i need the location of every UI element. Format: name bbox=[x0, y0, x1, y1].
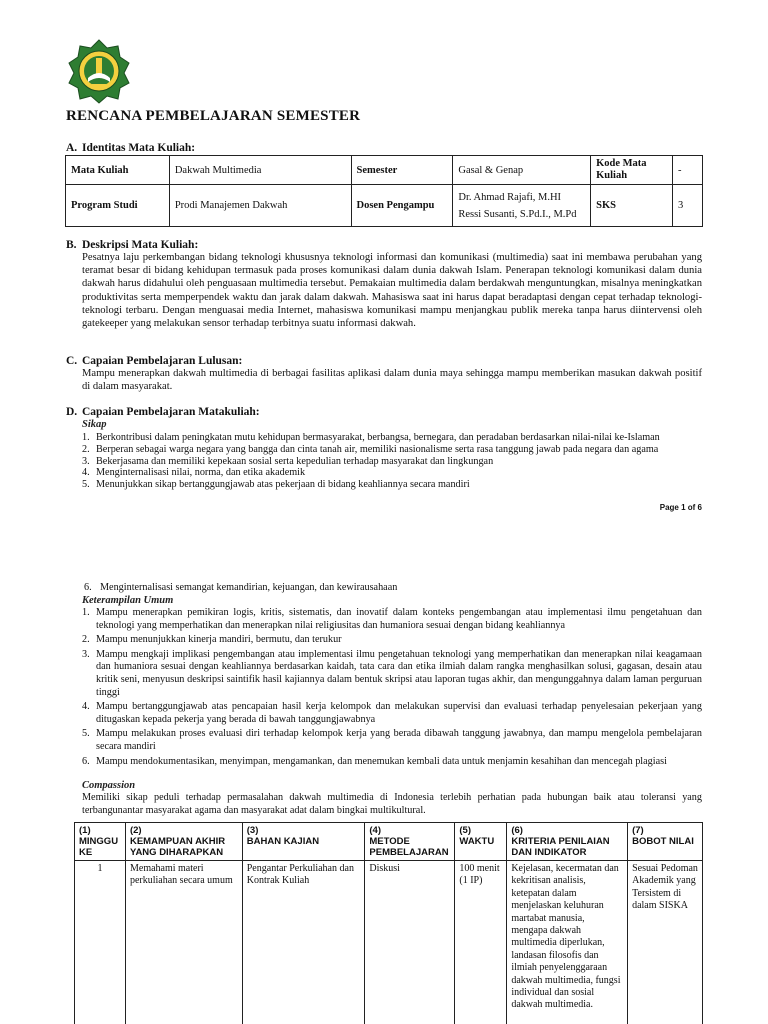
list-item: 3. Mampu mengkaji implikasi pengembangan atau implementasi ilmu pengetahuan teknologi yang memperhatikan dan menerapkan nilai keagamaan dan humaniora sesuai dengan keahliannya berdasarkan kaidah, tata cara dan etika ilmiah dalam rangka menghasilkan solusi, gagasan, desain atau kritik seni, menyusun deskripsi saintifik hasil kajiannya dalam bentuk skripsi atau laporan tugas akhir, dan mengunggahnya dalam laman perguruan tinggi bbox=[82, 648, 702, 698]
list-item: 4. Menginternalisasi nilai, norma, dan etika akademik bbox=[82, 467, 306, 479]
column-header: (2) KEMAMPUAN AKHIR YANG DIHARAPKAN bbox=[125, 823, 242, 861]
column-header: (5) WAKTU bbox=[455, 823, 507, 861]
identity-row-1 bbox=[66, 156, 703, 185]
university-logo bbox=[66, 38, 132, 104]
list-item: 6. Menginternalisasi semangat kemandirian, kejuangan, dan kewirausahaan bbox=[84, 582, 398, 593]
section-d-title: Capaian Pembelajaran Matakuliah: bbox=[82, 406, 260, 418]
general-skills-list bbox=[82, 607, 702, 768]
section-c-heading bbox=[66, 355, 242, 367]
list-item: 2. Mampu menunjukkan kinerja mandiri, bermutu, dan terukur bbox=[82, 634, 342, 646]
section-b-number: B. bbox=[66, 239, 77, 251]
section-b-title: Deskripsi Mata Kuliah: bbox=[82, 239, 199, 251]
table-row bbox=[75, 861, 703, 1024]
study-program-value: Prodi Manajemen Dakwah bbox=[169, 185, 351, 227]
course-value: Dakwah Multimedia bbox=[169, 156, 351, 185]
lecturer-value bbox=[453, 185, 591, 227]
method-cell: Diskusi bbox=[365, 861, 455, 1024]
course-code-value: - bbox=[672, 156, 702, 185]
criteria-cell: Kejelasan, kecermatan dan kekritisan analisis, ketepatan dalam menjelaskan keluhuran martabat manusia, mengapa dakwah multimedia diperlukan, landasan filosofis dan ilmiah penyelenggaraan dakwah multimedia, fungsi individual dan sosial dakwah multimedia. bbox=[507, 861, 628, 1024]
section-a-heading bbox=[66, 142, 195, 154]
semester-value: Gasal & Genap bbox=[453, 156, 591, 185]
section-b-heading bbox=[66, 239, 198, 251]
list-item: 5. Menunjukkan sikap bertanggungjawab atas pekerjaan di bidang keahliannya secara mandiri bbox=[82, 479, 470, 491]
graduate-outcome: Mampu menerapkan dakwah multimedia di berbagai fasilitas aplikasi dalam dunia maya sehingga mampu memberikan masukan dakwah positif di dalam masyarakat. bbox=[82, 368, 702, 393]
list-item: 4. Mampu bertanggungjawab atas pencapaian hasil kerja kelompok dan melakukan supervisi dan evaluasi terhadap penyelesaian pekerjaan yang ditugaskan kepada pekerja yang berada di bawah tanggungjawabnya bbox=[82, 701, 702, 725]
section-d-number: D. bbox=[66, 406, 78, 418]
identity-table bbox=[65, 155, 703, 227]
table-header-row bbox=[75, 823, 703, 861]
column-header: (1) MINGGU KE bbox=[75, 823, 126, 861]
material-cell: Pengantar Perkuliahan dan Kontrak Kuliah bbox=[242, 861, 365, 1024]
column-header: (3) BAHAN KAJIAN bbox=[242, 823, 365, 861]
list-item: 5. Mampu melakukan proses evaluasi diri terhadap kelompok kerja yang berada dibawah tanggung jawabnya, dan mampu mengelola pembelajaran secara mandiri bbox=[82, 728, 702, 752]
list-item: 6. Mampu mendokumentasikan, menyimpan, mengamankan, dan menemukan kembali data untuk menjamin kesahihan dan mencegah plagiasi bbox=[82, 755, 667, 767]
sikap-list bbox=[82, 432, 702, 491]
section-c-title: Capaian Pembelajaran Lulusan: bbox=[82, 355, 243, 367]
credits-value: 3 bbox=[672, 185, 702, 227]
section-c-number: C. bbox=[66, 355, 78, 367]
course-label: Mata Kuliah bbox=[66, 156, 170, 185]
column-header: (4) METODE PEMBELAJARAN bbox=[365, 823, 455, 861]
compassion-heading: Compassion bbox=[82, 780, 136, 791]
semester-label: Semester bbox=[351, 156, 453, 185]
credits-label: SKS bbox=[591, 185, 673, 227]
lecturer-2: Ressi Susanti, S.Pd.I., M.Pd bbox=[458, 208, 577, 220]
compassion-text: Memiliki sikap peduli terhadap permasalahan dakwah multimedia di Indonesia terlebih perhatian pada hubungan baik atau toleransi yang terbangunantar masyarakat agama dan masyarakat adat dalam bingkai multikultural. bbox=[82, 792, 702, 816]
lecturer-label: Dosen Pengampu bbox=[351, 185, 453, 227]
list-item: 1. Mampu menerapkan pemikiran logis, kritis, sistematis, dan inovatif dalam konteks pengembangan atau implementasi ilmu pengetahuan dan teknologi yang memperhatikan dan menerapkan nilai religiusitas dan humaniora sesuai dengan bidang keahliannya bbox=[82, 607, 702, 631]
university-emblem-icon bbox=[66, 38, 132, 104]
study-program-label: Program Studi bbox=[66, 185, 170, 227]
ability-cell: Memahami materi perkuliahan secara umum bbox=[125, 861, 242, 1024]
sikap-heading: Sikap bbox=[82, 419, 107, 430]
general-skills-heading: Keterampilan Umum bbox=[82, 595, 174, 606]
list-item: 1. Berkontribusi dalam peningkatan mutu kehidupan bermasyarakat, berbangsa, bernegara, dan peradaban berdasarkan nilai-nilai ke-Islaman bbox=[82, 432, 660, 443]
learning-plan-table bbox=[74, 822, 703, 1024]
document-title: RENCANA PEMBELAJARAN SEMESTER bbox=[66, 108, 361, 124]
column-header: (7) BOBOT NILAI bbox=[628, 823, 703, 861]
section-a-title: Identitas Mata Kuliah: bbox=[82, 142, 196, 154]
list-item: 3. Bekerjasama dan memiliki kepekaan sosial serta kepedulian terhadap masyarakat dan lingkungan bbox=[82, 455, 494, 467]
section-d-heading bbox=[66, 406, 260, 418]
time-cell: 100 menit (1 IP) bbox=[455, 861, 507, 1024]
section-a-number: A. bbox=[66, 142, 78, 154]
list-item: 2. Berperan sebagai warga negara yang bangga dan cinta tanah air, memiliki nasionalisme serta rasa tanggung jawab pada negara dan agama bbox=[82, 443, 659, 455]
course-code-label: Kode Mata Kuliah bbox=[591, 156, 673, 185]
page-number: Page 1 of 6 bbox=[659, 503, 702, 512]
lecturer-1: Dr. Ahmad Rajafi, M.HI bbox=[458, 191, 562, 203]
sikap-list-continued bbox=[82, 582, 702, 594]
column-header: (6) KRITERIA PENILAIAN DAN INDIKATOR bbox=[507, 823, 628, 861]
week-cell: 1 bbox=[75, 861, 126, 1024]
weight-cell: Sesuai Pedoman Akademik yang Tersistem di dalam SISKA bbox=[628, 861, 703, 1024]
course-description: Pesatnya laju perkembangan bidang teknologi khususnya teknologi informasi dan komunikasi (multimedia) saat ini membawa perubahan yang teramat besar di bidang kehidupan termasuk pada proses komunikasi dalam dunia dakwah Islam. Penerapan teknologi komunikasi dalam dunia dakwah harus didahului oleh penguasaan multimedia tersebut. Pemakaian multimedia dalam berdakwah menguntungkan, misalnya meningkatkan produktivitas serta memperpendek waktu dan jarak dalam dakwah. Mahasiswa saat ini harus dapat beradaptasi dengan cepat terhadap teknologi-teknologi terbaru. Dengan menguasai media Internet, mahasiswa komunikasi mampu menjangkau publik mereka tanpa harus diintervensi oleh gatekeeper yang melakukan sensor terhadap terbitnya suatu informasi dakwah. bbox=[82, 252, 702, 330]
identity-row-2 bbox=[66, 185, 703, 227]
